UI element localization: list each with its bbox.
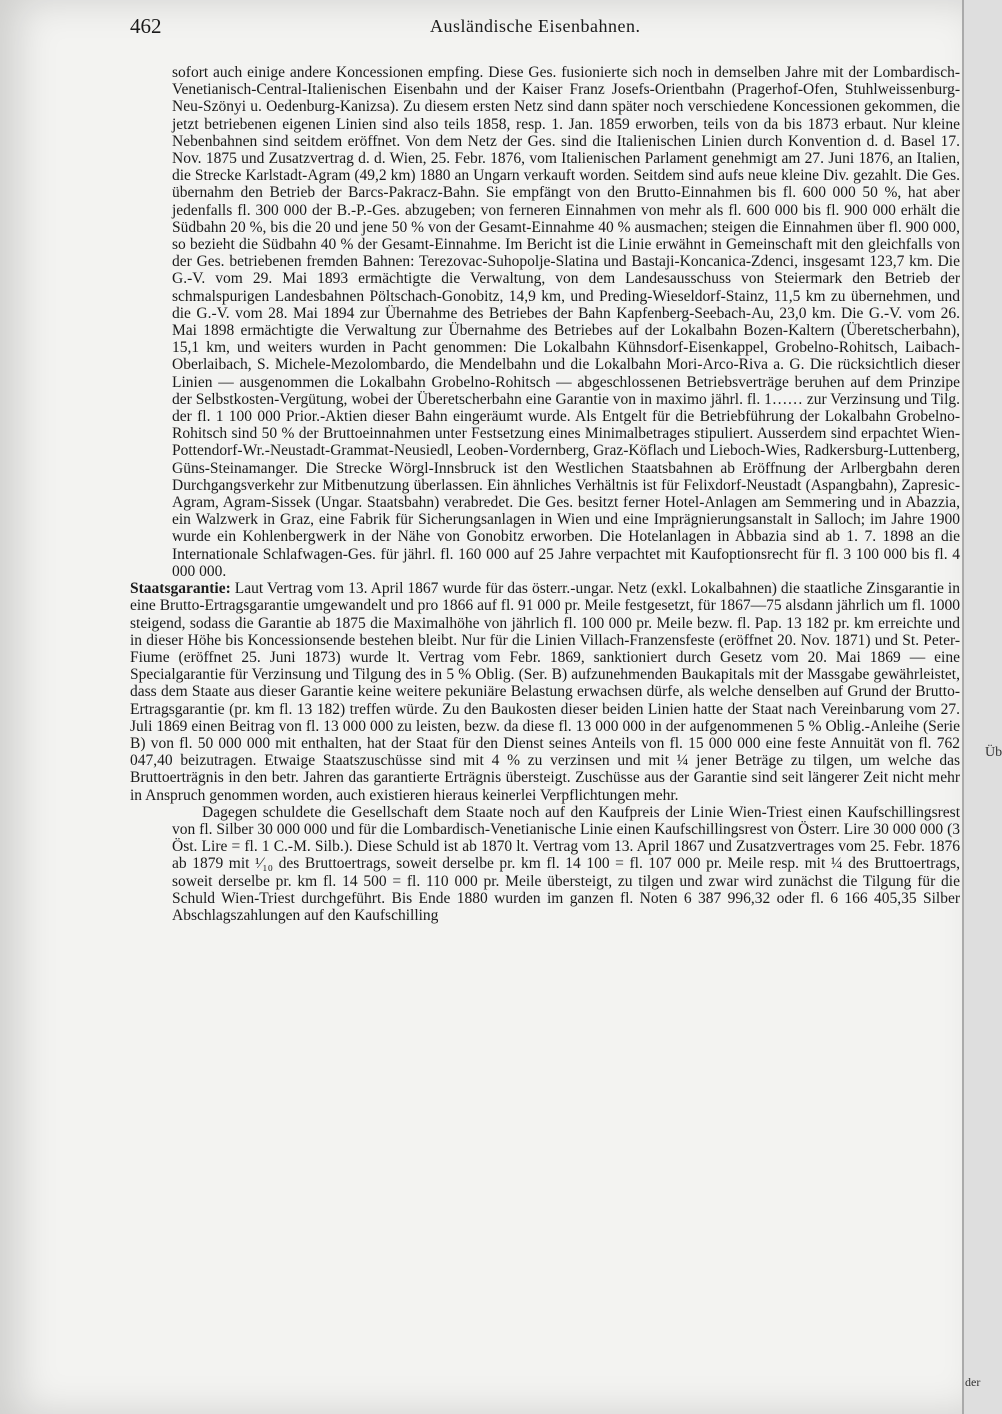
- paragraph-text: Dagegen schuldete die Gesellschaft dem Staate noch auf den Kaufpreis der Linie Wien-Triest einen Kaufschillingsrest von fl. Silber 30 000 000 und für die Lombardisch-Venetianische Linie einen Kaufschillingsrest von Österr. Lire 30 000 000 (3 Öst. Lire = fl. 1 C.-M. Silb.). Diese Schuld ist ab 1870 lt. Vertrag vom 13. April 1867 und Zusatzvertrages vom 25. Febr. 1876 ab 1879 mit ¹⁄₁₀ des Bruttoertrags, soweit derselbe pr. km fl. 14 100 = fl. 107 000 pr. Meile resp. mit ¼ des Bruttoertrags, soweit derselbe pr. km fl. 14 500 = fl. 110 000 pr. Meile übersteigt, zu tilgen und zwar wird zunächst die Tilgung für die Schuld Wien-Triest durchgeführt. Bis Ende 1880 wurden im ganzen fl. Noten 6 387 996,32 oder fl. 6 166 405,35 Silber Abschlagszahlungen auf den Kaufschilling: [172, 803, 960, 924]
- paragraph-text: Laut Vertrag vom 13. April 1867 wurde für das österr.-ungar. Netz (exkl. Lokalbahnen) die staatliche Zinsgarantie in eine Brutto-Ertragsgarantie umgewandelt und pro 1866 auf fl. 91 000 pr. Meile festgesetzt, für 1867—75 alsdann jährlich um fl. 1000 steigend, sodass die Garantie ab 1875 die Maximalhöhe von jährlich fl. 100 000 pr. Meile bezw. fl. Pap. 13 182 pr. km erreichte und in dieser Höhe bis Koncessionsende bestehen bleibt. Nur für die Linien Villach-Franzensfeste (eröffnet 20. Nov. 1871) und St. Peter-Fiume (eröffnet 25. Juni 1873) wurde lt. Vertrag vom Febr. 1869, sanktioniert durch Gesetz vom 20. Mai 1869 — eine Specialgarantie für Verzinsung und Tilgung des in 5 % Oblig. (Ser. B) aufzunehmenden Baukapitals mit der Massgabe gewährleistet, dass dem Staate aus dieser Garantie keine weitere pekuniäre Belastung erwachsen dürfe, als welche denselben auf Grund der Brutto-Ertragsgarantie (pr. km fl. 13 182) treffen würde. Zu den Baukosten dieser beiden Linien hatte der Staat nach Vereinbarung vom 27. Juli 1869 einen Beitrag von fl. 13 000 000 zu leisten, bezw. da diese fl. 13 000 000 in der aufgenommenen 5 % Oblig.-Anleihe (Serie B) von fl. 50 000 000 mit enthalten, hat der Staat für den Dienst seines Anteils von fl. 15 000 000 eine feste Annuität von fl. 762 047,40 beizutragen. Etwaige Staatszuschüsse sind mit 4 % zu verzinsen und mit ¼ jener Beträge zu tilgen, um welche das Bruttoerträgnis in den betr. Jahren das garantierte Erträgnis übersteigt. Zuschüsse aus der Garantie sind seit längerer Zeit nicht mehr in Anspruch genommen worden, auch existieren hieraus keinerlei Verpflichtungen mehr.: [130, 580, 960, 804]
- paragraph-text: sofort auch einige andere Koncessionen empfing. Diese Ges. fusionierte sich noch in demselben Jahre mit der Lombardisch-Venetianisch-Central-Italienischen Eisenbahn und der Kaiser Franz Josefs-Orientbahn (Pragerhof-Ofen, Stuhlweissenburg-Neu-Szönyi u. Oedenburg-Kanizsa). Zu diesem ersten Netz sind dann später noch verschiedene Koncessionen gekommen, die jetzt betriebenen eigenen Linien sind also teils 1858, resp. 1. Jan. 1859 erworben, teils von da bis 1873 erbaut. Nur kleine Nebenbahnen sind seitdem eröffnet. Von dem Netz der Ges. sind die Italienischen Linien durch Konvention d. d. Basel 17. Nov. 1875 und Zusatzvertrag d. d. Wien, 25. Febr. 1876, vom Italienischen Parlament genehmigt am 27. Juni 1876, an Italien, die Strecke Karlstadt-Agram (49,2 km) 1880 an Ungarn verkauft worden. Seitdem sind aufs neue kleine Div. gezahlt. Die Ges. übernahm den Betrieb der Barcs-Pakracz-Bahn. Sie empfängt von den Brutto-Einnahmen bis fl. 600 000 50 %, hat aber jedenfalls fl. 300 000 der B.-P.-Ges. abzugeben; von ferneren Einnahmen von mehr als fl. 600 000 bis fl. 900 000 erhält die Südbahn 20 %, bis die 20 und jene 50 % von der Gesamt-Einnahme 40 % ausmachen; steigen die Einnahmen über fl. 900 000, so bezieht die Südbahn 40 % der Gesamt-Einnahme. Im Bericht ist die Linie erwähnt in Gemeinschaft mit den gleichfalls von der Ges. betriebenen fremden Bahnen: Terezovac-Suhopolje-Slatina und Bastaji-Koncanica-Zdenci, insgesamt 123,7 km. Die G.-V. vom 29. Mai 1893 ermächtigte die Verwaltung, von dem Landesausschuss von Steiermark den Betrieb der schmalspurigen Landesbahnen Pöltschach-Gonobitz, 14,9 km, und Preding-Wieseldorf-Stainz, 11,5 km zu übernehmen, und die G.-V. vom 28. Mai 1894 zur Übernahme des Betriebes der Bahn Kapfenberg-Seebach-Au, 23,0 km. Die G.-V. vom 26. Mai 1898 ermächtigte die Verwaltung zur Übernahme des Betriebes auf der Lokalbahn Bozen-Kaltern (Überetscherbahn), 15,1 km, und weiters wurden in Pacht genommen: Die Lokalbahn Kühnsdorf-Eisenkappel, Grobelno-Rohitsch, Laibach-Oberlaibach, S. Michele-Mezolombardo, die Mendelbahn und die Lokalbahn Mori-Arco-Riva a. G. Die rücksichtlich dieser Linien — ausgenommen die Lokalbahn Grobelno-Rohitsch — abgeschlossenen Betriebsverträge beruhen auf dem Prinzipe der Selbstkosten-Vergütung, wobei der Überetscherbahn eine Garantie von in maximo jährl. fl. 1…… zur Verzinsung und Tilg. der fl. 1 100 000 Prior.-Aktien dieser Bahn eingeräumt wurde. Als Entgelt für die Betriebführung der Lokalbahn Grobelno-Rohitsch sind 50 % der Bruttoeinnahmen unter Festsetzung eines Minimalbetrages stipuliert. Ausserdem sind erpachtet Wien-Pottendorf-Wr.-Neustadt-Grammat-Neusiedl, Leoben-Vordernberg, Graz-Köflach und Lieboch-Wies, Radkersburg-Luttenberg, Güns-Steinamanger. Die Strecke Wörgl-Innsbruck ist den Westlichen Staatsbahnen ab Eröffnung der Arlbergbahn deren Durchgangsverkehr zur Mitbenutzung überlassen. Ein ähnliches Verhältnis ist für Felixdorf-Neustadt (Aspangbahn), Zapresic-Agram, Agram-Sissek (Ungar. Staatsbahn) verabredet. Die Ges. besitzt ferner Hotel-Anlagen am Semmering und in Abazzia, ein Walzwerk in Graz, eine Fabrik für Sicherungsanlagen in Wien und eine Imprägnierungsanstalt in Salloch; im Jahre 1900 wurde ein Kohlenbergwerk in der Nähe von Gonobitz erworben. Die Hotelanlagen in Abbazia sind ab 1. 7. 1898 an die Internationale Schlafwagen-Ges. für jährl. fl. 160 000 auf 25 Jahre verpachtet mit Kaufoptionsrecht für fl. 3 100 000 bis fl. 4 000 000.: [172, 64, 960, 580]
- facing-page-fragment: der: [965, 1375, 981, 1389]
- paragraph-staatsgarantie: [130, 580, 960, 804]
- facing-page-fragment: Üb: [985, 745, 1002, 760]
- page-number: 462: [130, 14, 162, 38]
- page-header: [130, 14, 960, 42]
- facing-page-edge: [962, 0, 1002, 1414]
- section-heading: Staatsgarantie:: [130, 580, 235, 598]
- running-title: Ausländische Eisenbahnen.: [430, 16, 641, 36]
- paragraph: [130, 804, 960, 924]
- page-body: [130, 64, 960, 924]
- paragraph: [130, 64, 960, 580]
